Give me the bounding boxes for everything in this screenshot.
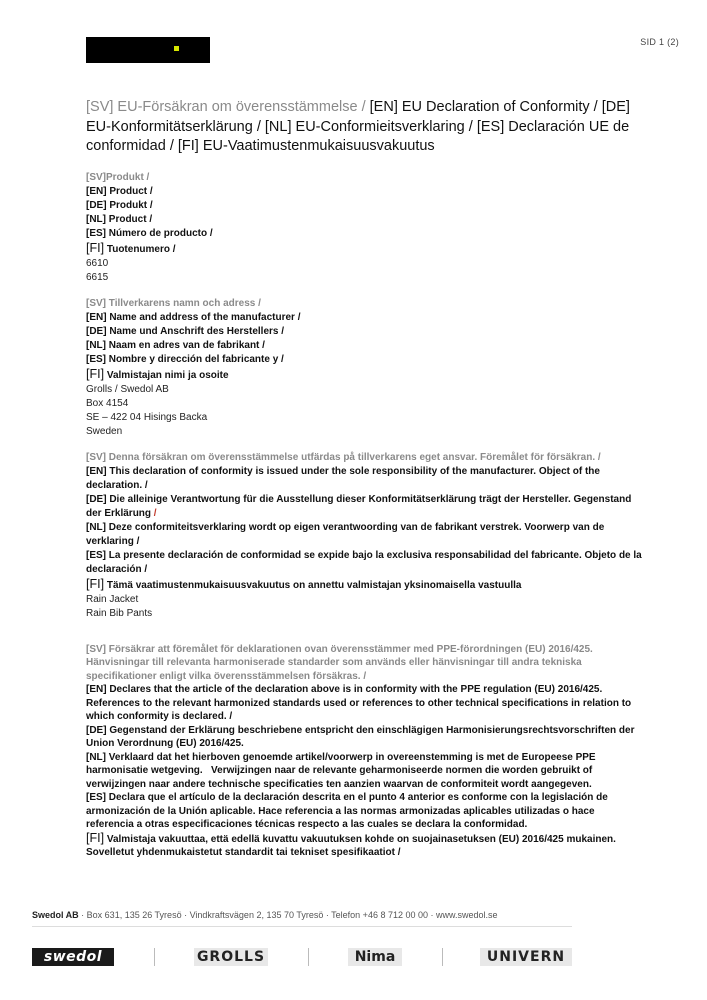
address-line: Box 4154: [86, 397, 129, 409]
logo-dot: [174, 46, 179, 51]
nima-logo: Nima: [348, 948, 402, 966]
title-rest: [EN] EU Declaration of Conformity / [DE] EU-Konformitätserklärung / [NL] EU-Conformieitsverklaring / [ES] Declaración UE de conformidad / [FI] EU-Vaatimustenmukaisuusvakuutus: [86, 99, 630, 154]
company-logo: [86, 37, 210, 63]
product-section: [86, 171, 642, 285]
declaration-section: [86, 451, 645, 621]
declaration-nl: [NL] Deze conformiteitsverklaring wordt op eigen verantwoording van de fabrikant verstrek. Voorwerp van de verklaring /: [86, 521, 608, 547]
declaration-fi: [86, 577, 642, 593]
manufacturer-de: [DE] Name und Anschrift des Herstellers /: [86, 325, 285, 337]
brand-divider: [154, 948, 155, 966]
footer-divider: [32, 926, 572, 927]
manufacturer-fi-text: Valmistajan nimi ja osoite: [104, 369, 229, 381]
footer-address: [32, 910, 498, 920]
conformity-es: [ES] Declara que el artículo de la declaración descrita en el punto 4 anterior es conforme con la legislación de armonización de la Unión aplicable. Hace referencia a las normas armonizadas aplicables utilizadas o hace referencia a otras especificaciones técnicas respecto a las cuales se declara la conformidad.: [86, 792, 611, 830]
address-line: SE – 422 04 Hisings Backa: [86, 411, 208, 423]
declaration-fi-text: Tämä vaatimustenmukaisuusvakuutus on annettu valmistajan yksinomaisella vastuulla: [104, 579, 522, 591]
address-line: Sweden: [86, 425, 123, 437]
conformity-sv: [SV] Försäkrar att föremålet för deklarationen ovan överensstämmer med PPE-förordningen (EU) 2016/425. Hänvisningar till relevanta harmoniserade standarder som används eller hänvisningar till andra tekniska specifikationer enligt vilka överensstämmelsen försäkras. /: [86, 643, 596, 682]
title-sv: [SV] EU-Försäkran om överensstämmelse /: [86, 99, 366, 115]
document-title: [86, 98, 642, 157]
product-number: 6615: [86, 271, 109, 283]
declaration-de-text: [DE] Die alleinige Verantwortung für die Ausstellung dieser Konformitätserklärung trägt der Hersteller. Gegenstand der Erklärung: [86, 493, 635, 519]
product-fi-tag: [FI]: [86, 240, 105, 255]
brand-divider: [308, 948, 309, 966]
conformity-fi-text: Valmistaja vakuuttaa, että edellä kuvattu vakuutuksen kohde on suojainasetuksen (EU) 2016/425 mukainen. Sovelletut yhdenmukaistetut standardit tai tekniset spesifikaatiot /: [86, 833, 619, 858]
manufacturer-es: [ES] Nombre y dirección del fabricante y /: [86, 353, 284, 365]
declaration-de: [86, 493, 642, 521]
manufacturer-nl: [NL] Naam en adres van de fabrikant /: [86, 339, 265, 351]
conformity-fi-tag: [FI]: [86, 830, 105, 845]
declaration-object: Rain Jacket: [86, 593, 139, 605]
address-line: Grolls / Swedol AB: [86, 383, 169, 395]
product-sv: [SV]Produkt /: [86, 171, 150, 183]
declaration-de-slash: /: [151, 507, 157, 519]
conformity-fi: [86, 832, 642, 860]
declaration-en: [EN] This declaration of conformity is issued under the sole responsibility of the manufacturer. Object of the declaration. /: [86, 465, 603, 491]
conformity-nl: [NL] Verklaard dat het hierboven genoemde artikel/voorwerp in overeenstemming is met de Europeese PPE harmonisatie wetgeving. Verwijzingen naar de relevante geharmoniseerde normen die worden gebruikt of verwijzingen naar andere technische specificaties ten aanzien waarvan de conformiteit wordt aangegeven.: [86, 751, 599, 790]
manufacturer-en: [EN] Name and address of the manufacturer /: [86, 311, 301, 323]
product-es: [ES] Número de producto /: [86, 227, 213, 239]
product-de: [DE] Produkt /: [86, 199, 153, 211]
swedol-logo: swedol: [32, 948, 114, 966]
manufacturer-fi: [86, 367, 642, 383]
declaration-sv: [SV] Denna försäkran om överensstämmelse utfärdas på tillverkarens eget ansvar. Föremålet för försäkran. /: [86, 451, 601, 463]
manufacturer-sv: [SV] Tillverkarens namn och adress /: [86, 297, 261, 309]
product-en: [EN] Product /: [86, 185, 153, 197]
product-fi-text: Tuotenumero /: [104, 243, 176, 255]
declaration-fi-tag: [FI]: [86, 576, 105, 591]
declaration-object: Rain Bib Pants: [86, 607, 153, 619]
conformity-de: [DE] Gegenstand der Erklärung beschriebene entspricht den einschlägigen Harmonisierungsrechtsvorschriften der Union Verordnung (EU) 2016/425.: [86, 724, 638, 749]
brand-divider: [442, 948, 443, 966]
product-fi: [86, 241, 642, 257]
conformity-section: [86, 643, 642, 860]
manufacturer-fi-tag: [FI]: [86, 366, 105, 381]
footer-details: · Box 631, 135 26 Tyresö · Vindkraftsvägen 2, 135 70 Tyresö · Telefon +46 8 712 00 00 · www.swedol.se: [78, 910, 498, 920]
conformity-en: [EN] Declares that the article of the declaration above is in conformity with the PPE regulation (EU) 2016/425. References to the relevant harmonized standards used or references to other technical specifications in relation to which conformity is declared. /: [86, 684, 634, 722]
document-body: [86, 98, 645, 872]
grolls-logo: GROLLS: [194, 948, 268, 966]
manufacturer-section: [86, 297, 642, 439]
product-nl: [NL] Product /: [86, 213, 153, 225]
brand-logos: [32, 944, 592, 970]
product-number: 6610: [86, 257, 109, 269]
univern-logo: UNIVERN: [480, 948, 572, 966]
page-number: SID 1 (2): [640, 37, 679, 47]
footer-company: Swedol AB: [32, 910, 79, 920]
declaration-es: [ES] La presente declaración de conformidad se expide bajo la exclusiva responsabilidad del fabricante. Objeto de la declaración /: [86, 549, 645, 575]
